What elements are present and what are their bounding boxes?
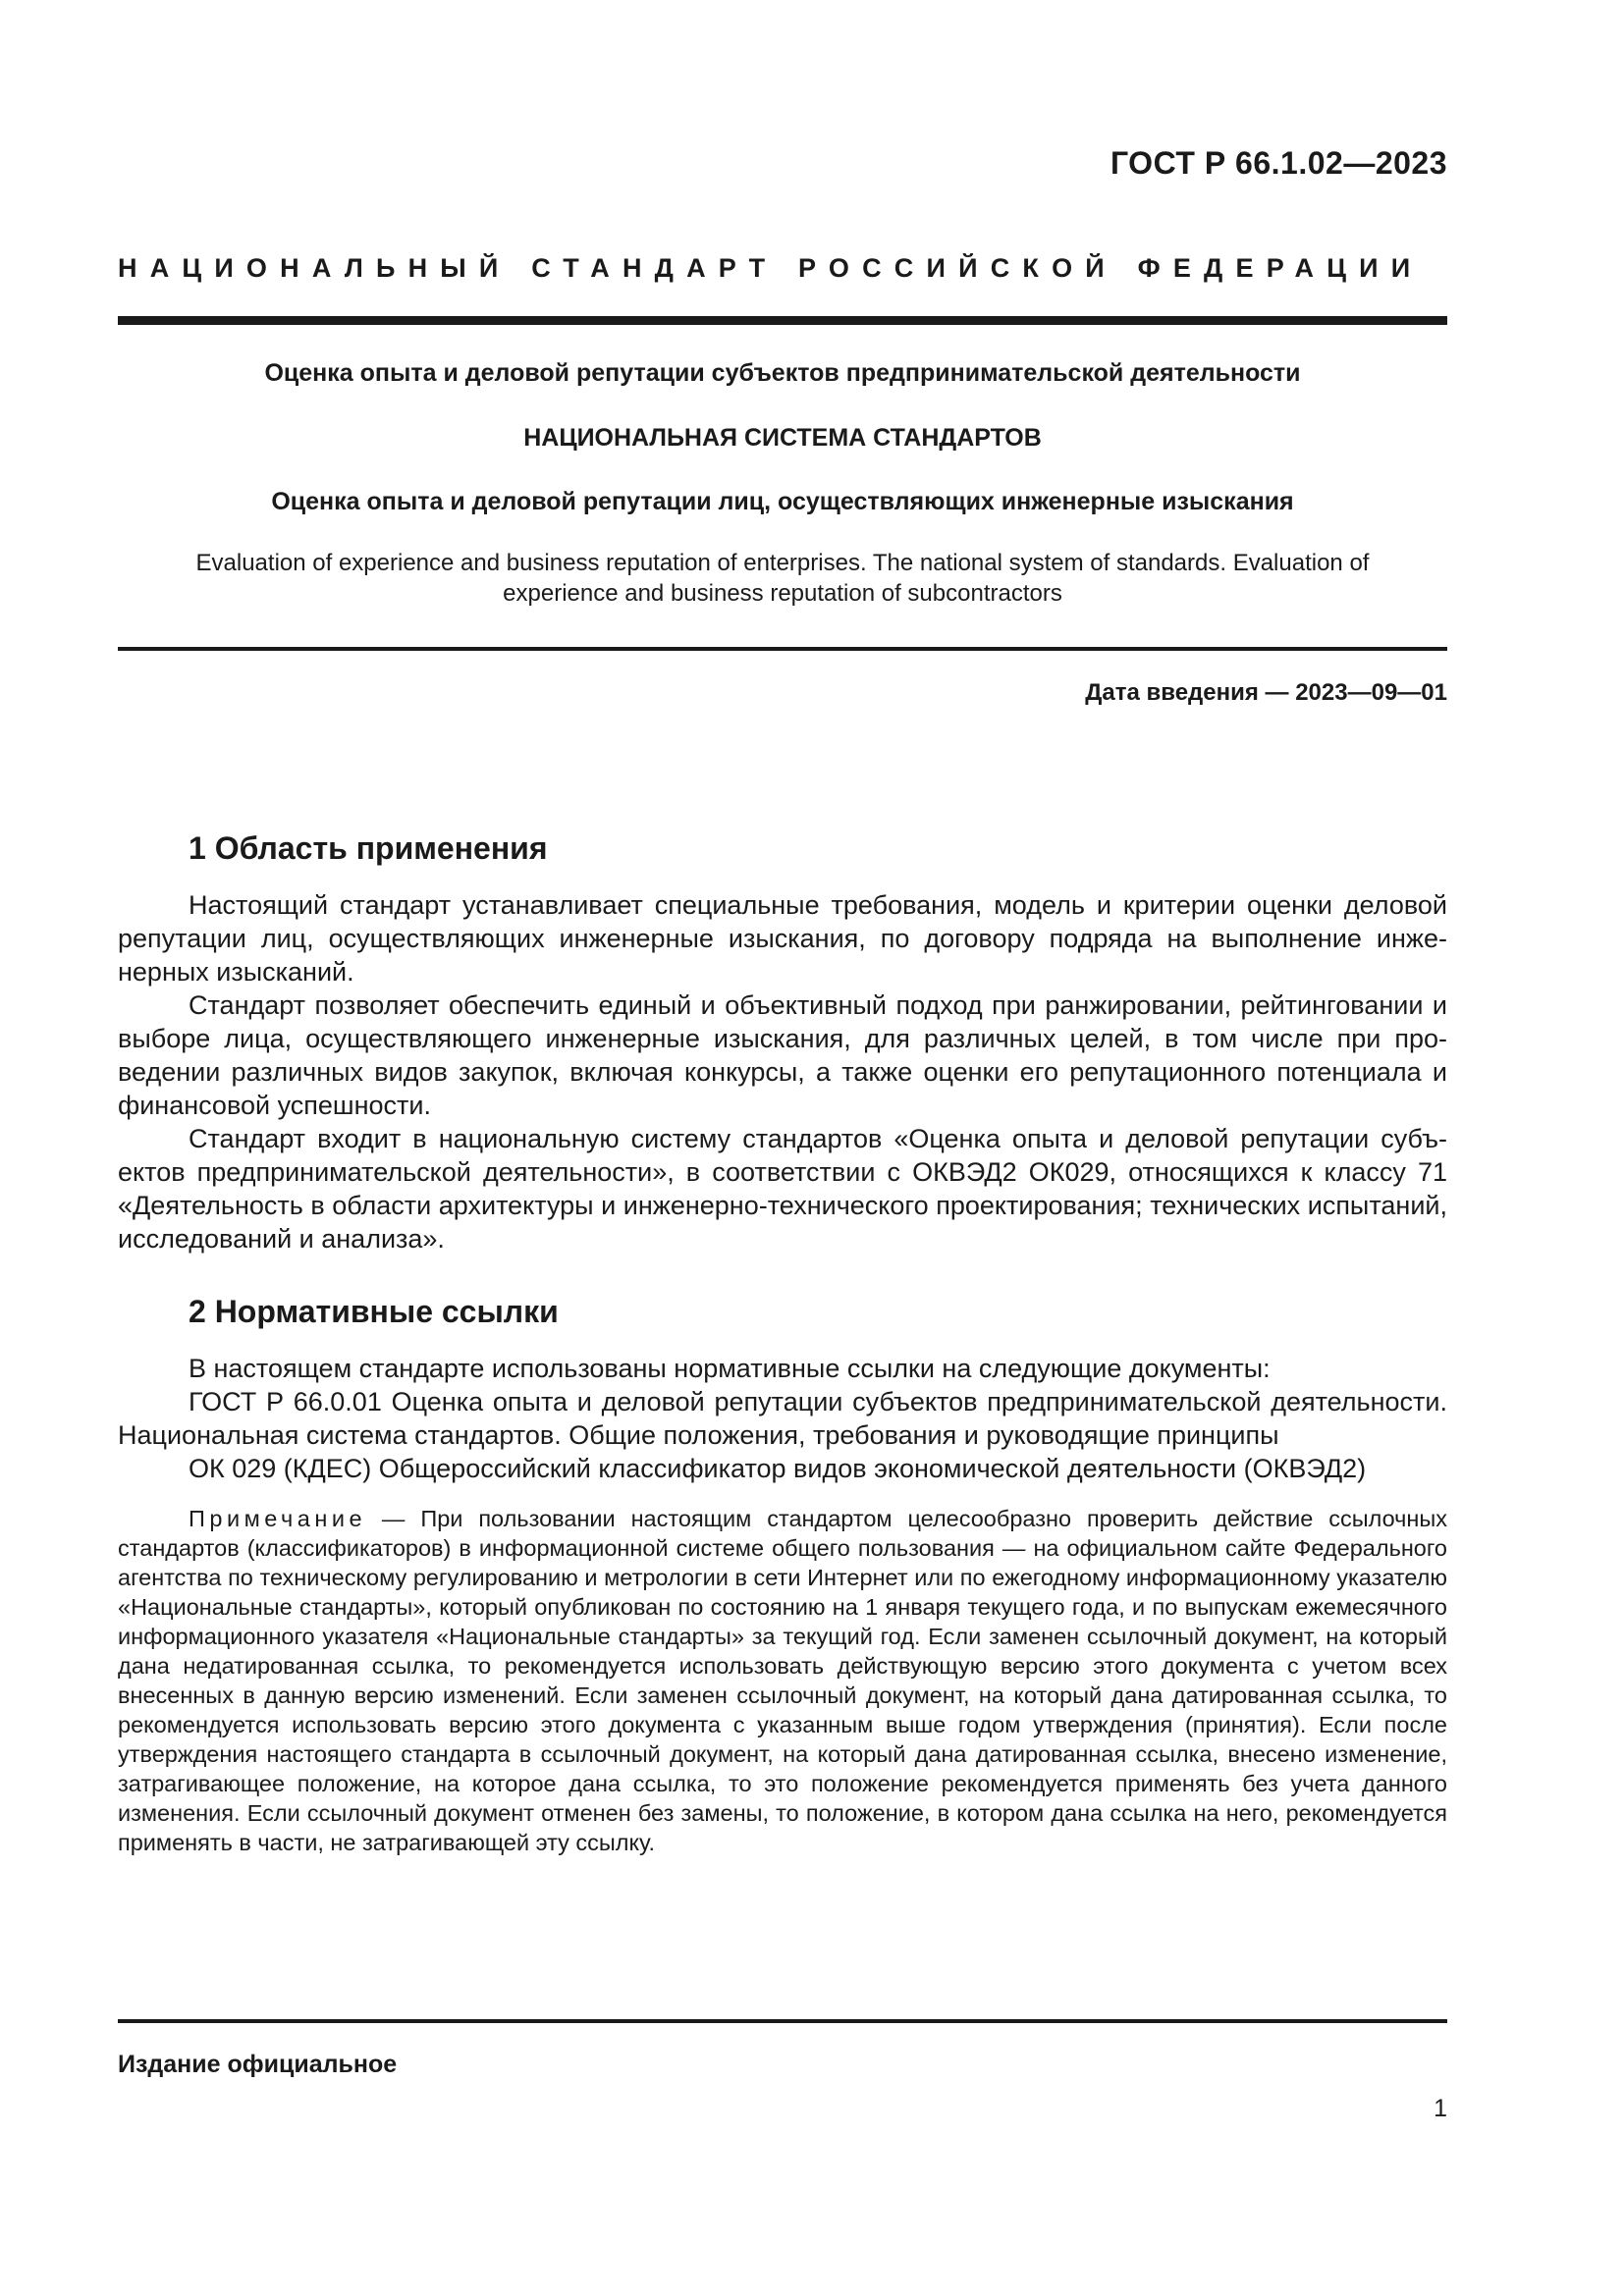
section-2-heading: 2 Нормативные ссылки xyxy=(189,1294,559,1329)
english-title-line-1: Evaluation of experience and business reputation of enterprises. The national system of standards. Evaluation of xyxy=(195,550,1370,576)
section-1-paragraph-2: Стандарт позволяет обеспечить единый и объективный подход при ранжировании, рейтинговании и выборе лица, осуществляющего инженерные изыскания, для различных целей, в том числе при проведении различных видов закупок, включая конкурсы, а также оценки его репутационного потенциала и финансовой успешности. xyxy=(118,990,1447,1120)
edition-label: Издание официальное xyxy=(118,2051,398,2078)
note-label: Примечание xyxy=(189,1506,367,1531)
note-block xyxy=(118,1504,1447,1857)
page-number: 1 xyxy=(1434,2095,1447,2122)
section-1-paragraph-3: Стандарт входит в национальную систему стандартов «Оценка опыта и деловой репутации субъектов предпринимательской деятельности», в соответствии с ОКВЭД2 ОК029, относящихся к классу 71 «Деятельность в области архитектуры и инженерно-технического проектирования; технических испытаний, исследований и анализа». xyxy=(118,1124,1447,1254)
section-1-body xyxy=(118,888,1447,1255)
intro-date: Дата введения — 2023—09—01 xyxy=(1085,679,1447,706)
title-rule xyxy=(118,647,1447,651)
title-line-2: НАЦИОНАЛЬНАЯ СИСТЕМА СТАНДАРТОВ xyxy=(523,424,1042,452)
section-2-body xyxy=(118,1352,1447,1485)
section-2-reference-2: ОК 029 (КДЕС) Общероссийский классификатор видов экономической деятельности (ОКВЭД2) xyxy=(189,1454,1367,1483)
section-2-paragraph-1: В настоящем стандарте использованы нормативные ссылки на следующие документы: xyxy=(189,1354,1271,1383)
section-1-heading: 1 Область применения xyxy=(189,830,548,866)
document-page xyxy=(118,0,1447,2296)
english-title-line-2: experience and business reputation of subcontractors xyxy=(503,580,1062,607)
title-line-3: Оценка опыта и деловой репутации лиц, осуществляющих инженерные изыскания xyxy=(271,488,1294,515)
note-text: — При пользовании настоящим стандартом целесообразно проверить действие ссылочных стандартов (классификаторов) в информационной системе общего пользования — на официальном сайте Федерального агентства по техническому регулированию и метрологии в сети Интернет или по ежегодному информационному указателю «Национальные стандарты», который опубликован по состоянию на 1 января текущего года, и по выпускам ежемесячного информационного указателя «Национальные стандарты» за текущий год. Если заменен ссылочный документ, на который дана недатированная ссылка, то рекомендуется использовать действующую версию этого документа с учетом всех внесенных в данную версию изменений. Если заменен ссылочный документ, на который дана датированная ссылка, то рекомендуется использовать версию этого документа с указанным выше годом утверждения (принятия). Если после утверждения настоящего стандарта в ссылочный документ, на который дана датированная ссылка, внесено изменение, затрагивающее положение, на которое дана ссылка, то это положение рекомендуется применять без учета данного изменения. Если ссылочный документ отменен без замены, то положение, в котором дана ссылка на него, рекомендуется применять в части, не затрагивающей эту ссылку. xyxy=(118,1506,1447,1855)
english-title xyxy=(147,548,1418,609)
section-2-reference-1: ГОСТ Р 66.0.01 Оценка опыта и деловой репутации субъектов предпринимательской деятельности. Национальная система стандартов. Общие положения, требования и руководящие принципы xyxy=(118,1387,1447,1450)
standard-banner: НАЦИОНАЛЬНЫЙ СТАНДАРТ РОССИЙСКОЙ ФЕДЕРАЦИИ xyxy=(118,253,1424,283)
header-rule xyxy=(118,316,1447,325)
document-code: ГОСТ Р 66.1.02—2023 xyxy=(1110,145,1447,181)
footer-rule xyxy=(118,2019,1447,2023)
note-paragraph xyxy=(118,1504,1447,1857)
section-1-paragraph-1: Настоящий стандарт устанавливает специальные требования, модель и критерии оценки деловой репутации лиц, осуществляющих инженерные изыскания, по договору подряда на выполнение инженерных изысканий. xyxy=(118,890,1447,987)
title-line-1: Оценка опыта и деловой репутации субъектов предпринимательской деятельности xyxy=(264,359,1301,387)
